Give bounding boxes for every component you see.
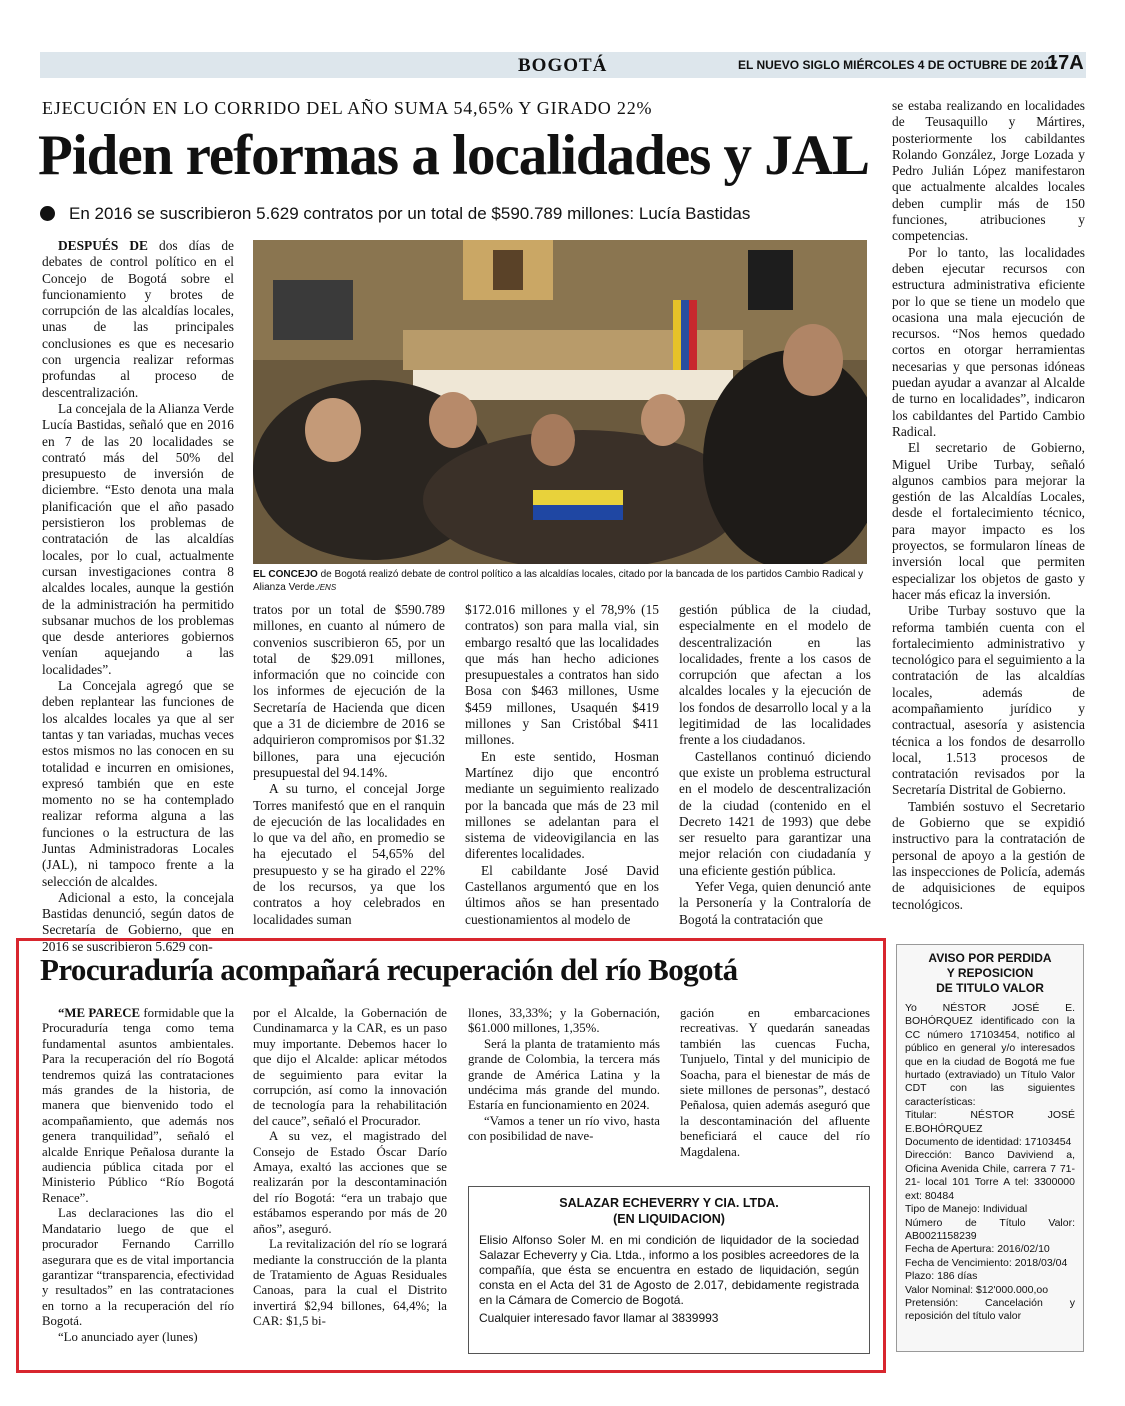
ad-text: Yo NÉSTOR JOSÉ E. BOHÓRQUEZ identificado con la CC número 17103454, notifico al público en general y/o interesados que en la ciudad de Bogotá me fue hurtado (extraviado) un Título Valor CDT con las siguientes características: [905, 1002, 1075, 1108]
ad-field: Titular: NÉSTOR JOSÉ E.BOHÓRQUEZ [905, 1109, 1075, 1135]
paragraph: formidable que la Procuraduría tenga como tema fundamental asuntos ambientales. Para la recuperación del río Bogotá tendremos quizá las contrataciones más grandes de la historia, de manera que bienvenido todo el acompañamiento, que además nos genera tranquilidad”, señaló el alcalde Enrique Peñalosa durante la audiencia pública citada por el Ministerio Público “Río Bogotá Renace”. [42, 1006, 235, 1205]
ad-field: Plazo: 186 días [905, 1270, 978, 1283]
paragraph: Castellanos continuó diciendo que existe un problema estructural en el modelo de descentralización de la ciudad (contenido en el Decreto 1421 de 1993) que debe ser resuelto para garantizar una mejor relación con ciudadanía y una eficiente gestión pública. [679, 748, 871, 878]
lead-in: DESPUÉS DE [58, 238, 148, 253]
ad-field: Fecha de Vencimiento: 2018/03/04 [905, 1256, 1068, 1269]
second-column-2 [253, 1006, 447, 1330]
article-kicker: EJECUCIÓN EN LO CORRIDO DEL AÑO SUMA 54,65% Y GIRADO 22% [42, 98, 653, 118]
ad-field: Valor Nominal: $12'000.000,oo [905, 1283, 1049, 1296]
ad-title [897, 951, 1083, 996]
second-article-headline: Procuraduría acompañará recuperación del río Bogotá [40, 952, 738, 987]
paragraph: “Lo anunciado ayer (lunes) [58, 1329, 198, 1344]
second-column-1 [42, 1006, 234, 1345]
paragraph: “Vamos a tener un río vivo, hasta con posibilidad de nave- [468, 1113, 660, 1144]
article-headline: Piden reformas a localidades y JAL [38, 124, 869, 187]
paragraph: Será la planta de tratamiento más grande de Colombia, la tercera más grande de América Latina y la undécima más grande del mundo. Estaría en funcionamiento en 2024. [468, 1036, 660, 1113]
article-column-5 [892, 98, 1085, 913]
ad-body [897, 996, 1083, 1330]
ad-field: Pretensión: Cancelación y reposición del título valor [905, 1296, 1075, 1323]
paragraph: por el Alcalde, la Gobernación de Cundinamarca y la CAR, es un paso muy importante. Debemos hacer lo que dijo el Alcalde: aplicar métodos de seguimiento para evitar la corrupción, así como la innovación de tecnología para la rehabilitación del cauce”, señaló el Procurador. [253, 1006, 447, 1128]
paragraph: $172.016 millones y el 78,9% (15 contratos) son para malla vial, sin embargo resaltó que las localidades que más han hecho adiciones presupuestales a contratos han sido Bosa con $463 millones, Usme $459 millones, Usaquén $419 millones y San Cristóbal $411 millones. [465, 602, 659, 748]
liquidation-notice [468, 1186, 870, 1354]
ad-field: Dirección: Banco Daviviend a, Oficina Avenida Chile, carrera 7 71-21- local 101 Torre A tel: 3300000 ext: 80484 [905, 1149, 1075, 1202]
paragraph: gación en embarcaciones recreativas. Y quedarán saneadas también las cuencas Fucha, Tunjuelo, Tintal y del municipio de Soacha, para el bienestar de más de siete millones de personas”, destacó Peñalosa, quien además aseguró que la descontaminación del afluente beneficiará el cauce del río Magdalena. [680, 1006, 870, 1159]
ad-field: Tipo de Manejo: Individual [905, 1203, 1028, 1216]
paragraph: dos días de debates de control político en el Concejo de Bogotá sobre el funcionamiento y brotes de corrupción de las alcaldías locales, unas de las principales conclusiones es que es necesario con urgencia realizar reformas profundas al proceso de descentralización. [42, 238, 234, 400]
paragraph: Las declaraciones las dio el Mandatario luego de que el procurador Fernando Carrillo asegurara que es de vital importancia garantizar “transparencia, efectividad y resultados” en las contrataciones en torno a la recuperación del río Bogotá. [42, 1206, 234, 1329]
concejo-photo [253, 240, 867, 564]
page-number: 17A [1047, 52, 1084, 74]
notice-text: Elisio Alfonso Soler M. en mi condición de liquidador de la sociedad Salazar Echeverry y Cia. Ltda., informo a los posibles acreedores de la compañía, que ésta se encuentra en estado de liquidación, según consta en el Acta del 31 de Agosto de 2.017, debidamente registrada en la Cámara de Comercio de Bogotá. [479, 1233, 859, 1307]
article-column-3 [465, 602, 659, 928]
notice-title [469, 1195, 869, 1227]
paragraph: La revitalización del río se logrará mediante la construcción de la planta de Tratamiento de Aguas Residuales Canoas, para la cual el Distrito invertirá $2,94 billones, 64,4%; la CAR: $1,5 bi- [253, 1237, 447, 1329]
ad-title-line: AVISO POR PERDIDA [928, 951, 1052, 965]
paragraph: La concejala de la Alianza Verde Lucía Bastidas, señaló que en 2016 en 7 de las 20 localidades se contrató más del 50% del presupuesto de inversión de diciembre. “Esto denota una mala planificación que el año pasado persistieron los problemas de contratación de las alcaldías locales, por lo cual, actualmente cursan investigaciones contra 8 alcaldes locales, aunque la gestión de la administración ha permitido subsanar muchos de los problemas que desde anteriores gobiernos venían aquejando a las localidades”. [42, 400, 234, 677]
paragraph: se estaba realizando en localidades de Teusaquillo y Mártires, posteriormente los cabildantes Rolando González, Jorge Lozada y Pedro Julián López manifestaron que actualmente alcaldes locales deben cumplir más de 150 funciones, atribuciones y competencias. [892, 98, 1085, 244]
paragraph: El secretario de Gobierno, Miguel Uribe Turbay, señaló algunos cambios para mejorar la gestión de las Alcaldías Locales, desde el fortalecimiento técnico, para mayor impacto es los proyectos, se formularon líneas de inversión local que permiten especializar los objetos de gasto y hacer más eficaz la inversión. [892, 440, 1085, 602]
paragraph: También sostuvo el Secretario de Gobierno que se expidió instructivo para la contratación de personal de apoyo a la gestión de las inspecciones de Policía, además de adquisiciones de equipos tecnológicos. [892, 798, 1085, 912]
paragraph: El cabildante José David Castellanos argumentó que en los últimos años se han presentado cuestionamientos al modelo de [465, 862, 659, 927]
article-subheadline [40, 204, 750, 224]
ad-title-line: Y REPOSICION [946, 966, 1034, 980]
subheadline-text: En 2016 se suscribieron 5.629 contratos por un total de $590.789 millones: Lucía Bastidas [69, 204, 751, 223]
paragraph: gestión pública de la ciudad, especialmente en el modelo de descentralización en las localidades, frente a los casos de corrupción que afectan a los alcaldes locales y la ejecución de los fondos de desarrollo local y a la legitimidad de las localidades frente a los ciudadanos. [679, 602, 871, 748]
paragraph: tratos por un total de $590.789 millones, en cuanto al número de convenios suscribieron 65, por un total de $29.091 millones, información que no coincide con los informes de ejecución de la Secretaría de Hacienda que dicen que a 31 de diciembre de 2016 se adquirieron compromisos por $1.32 billones, para una ejecución presupuestal del 94.14%. [253, 602, 445, 780]
notice-contact: Cualquier interesado favor llamar al 3839993 [479, 1311, 719, 1325]
lead-in: “ME PARECE [58, 1006, 141, 1020]
notice-title-line: SALAZAR ECHEVERRY Y CIA. LTDA. [559, 1196, 779, 1210]
notice-title-line: (EN LIQUIDACION) [613, 1212, 725, 1226]
date-line: EL NUEVO SIGLO MIÉRCOLES 4 DE OCTUBRE DE 2017 [738, 58, 1058, 72]
ad-field: Número de Título Valor: AB0021158239 [905, 1216, 1075, 1242]
notice-body [469, 1227, 869, 1332]
paragraph: llones, 33,33%; y la Gobernación, $61.000 millones, 1,35%. [468, 1006, 660, 1036]
lost-title-ad [896, 944, 1084, 1352]
caption-lead: EL CONCEJO [253, 569, 318, 580]
paragraph: Por lo tanto, las localidades deben ejecutar recursos con estructura administrativa eficiente por lo que se tiene un modelo que ocasiona una mala ejecución de recursos. “Nos hemos quedado cortos en otorgar herramientas necesarias y que personas idóneas puedan ayudar a avanzar al Alcalde de turno en localidades”, indicaron los cabildantes del Partido Cambio Radical. [892, 244, 1085, 439]
paragraph: Adicional a esto, la concejala Bastidas denunció, según datos de Secretaría de Gobierno, que en 2016 se suscribieron 5.629 con- [42, 889, 234, 954]
paragraph: En este sentido, Hosman Martínez dijo que encontró mediante un seguimiento realizado por la bancada que más de 23 mil millones se adelantan para el sistema de videovigilancia en las diferentes localidades. [465, 748, 659, 862]
paragraph: La Concejala agregó que se deben replantear las funciones de los alcaldes locales ya que al ser tantas y tan variadas, muchas veces estos mismos no las conocen en su totalidad e incurren en omisiones, expresó también que en este momento no se ha contemplado realizar reforma alguna a las funciones o la estructura de las Juntas Administradoras Locales (JAL), ni tampoco frente a la selección de alcaldes. [42, 678, 234, 889]
ad-title-line: DE TITULO VALOR [936, 981, 1044, 995]
second-column-4 [680, 1006, 870, 1160]
paragraph: Yefer Vega, quien denunció ante la Personería y la Contraloría de Bogotá la contratación que [679, 879, 871, 927]
bullet-icon [40, 206, 55, 221]
article-column-1 [42, 238, 234, 955]
caption-text: de Bogotá realizó debate de control político a las alcaldías locales, citado por la bancada de los partidos Cambio Radical y Alianza Verde. [253, 569, 864, 593]
ad-field: Fecha de Apertura: 2016/02/10 [905, 1243, 1050, 1256]
paragraph: Uribe Turbay sostuvo que la reforma también cuenta con el fortalecimiento administrativo y tecnológico para el seguimiento a la contratación de las alcaldías locales, además de acompañamiento jurídico y contractual, asesoría y asistencia técnica a los fondos de desarrollo local, 1.513 procesos de contratación revisados por la Secretaría Distrital de Gobierno. [892, 603, 1085, 798]
second-column-3 [468, 1006, 660, 1145]
paragraph: A su vez, el magistrado del Consejo de Estado Óscar Darío Amaya, exaltó las acciones que se realizarán por la descontaminación del río Bogotá: “era un trabajo que estábamos esperando por más de 20 años”, aseguró. [253, 1129, 447, 1236]
article-column-2 [253, 602, 445, 928]
section-name: BOGOTÁ [518, 55, 608, 76]
photo-caption [253, 568, 867, 594]
ad-field: Documento de identidad: 17103454 [905, 1136, 1072, 1149]
caption-credit: /ENS [317, 583, 337, 592]
article-column-4 [679, 602, 871, 928]
paragraph: A su turno, el concejal Jorge Torres manifestó que en el ranquin de ejecución de las localidades en lo que va del año, en promedio se ha ejecutado el 54,65% del presupuesto y se ha girado el 22% de los recursos, ya que los contratos a hoy celebrados en localidades suman [253, 781, 445, 927]
